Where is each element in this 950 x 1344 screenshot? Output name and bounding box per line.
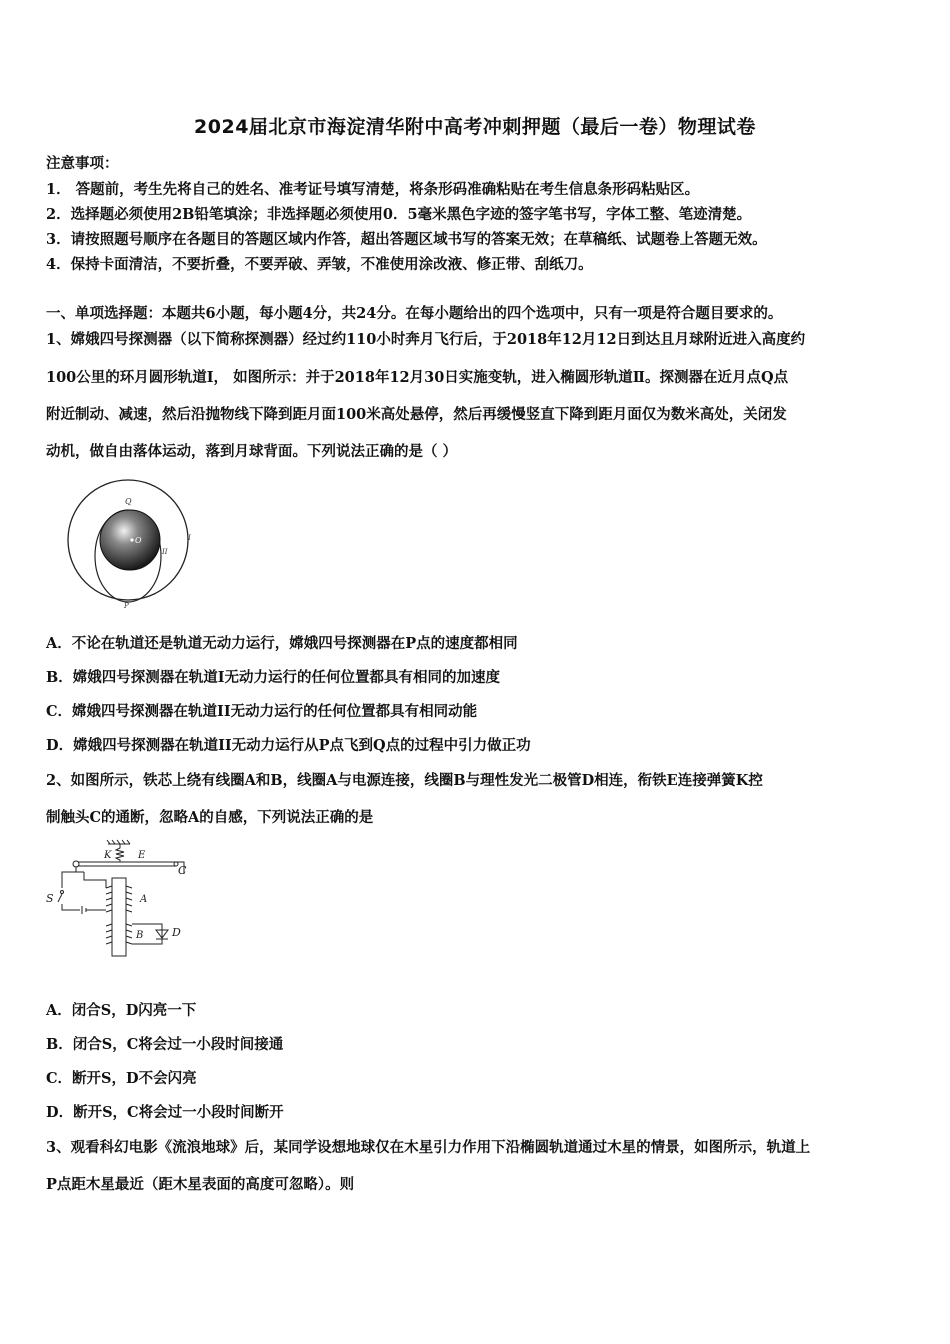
label-c: C	[178, 864, 187, 877]
q1-stem-line-4: 动机，做自由落体运动，落到月球背面。下列说法正确的是（ ）	[46, 443, 458, 460]
q3-stem-line-1: 3、观看科幻电影《流浪地球》后，某同学设想地球仅在木星引力作用下沿椭圆轨道通过木星的情景，如图所示，轨道上	[46, 1139, 811, 1156]
label-p: P	[124, 602, 129, 610]
q3-stem-line-2: P点距木星最近（距木星表面的高度可忽略）。则	[46, 1176, 355, 1193]
q1-option-d: D．嫦娥四号探测器在轨道II无动力运行从P点飞到Q点的过程中引力做正功	[46, 737, 531, 754]
center-dot	[130, 538, 133, 541]
section-heading: 一、单项选择题：本题共6小题，每小题4分，共24分。在每小题给出的四个选项中，只有一项是符合题目要求的。	[46, 305, 783, 322]
page-title: 2024届北京市海淀清华附中高考冲刺押题（最后一卷）物理试卷	[194, 116, 756, 138]
notice-item-3: 3．请按照题号顺序在各题目的答题区域内作答，超出答题区域书写的答案无效；在草稿纸、试题卷上答题无效。	[46, 231, 767, 248]
q1-stem-line-1: 1、嫦娥四号探测器（以下简称探测器）经过约110小时奔月飞行后，于2018年12月12日到达且月球附近进入高度约	[46, 331, 806, 348]
q1-stem-line-2: 100公里的环月圆形轨道Ⅰ， 如图所示：并于2018年12月30日实施变轨，进入椭圆形轨道Ⅱ。探测器在近月点Q点	[46, 369, 789, 386]
q1-option-a: A．不论在轨道还是轨道无动力运行，嫦娥四号探测器在P点的速度都相同	[46, 635, 518, 652]
label-q: Q	[125, 497, 132, 506]
label-i: I	[188, 534, 191, 542]
q2-option-b: B．闭合S，C将会过一小段时间接通	[46, 1036, 284, 1053]
label-k: K	[104, 850, 112, 861]
q1-option-c: C．嫦娥四号探测器在轨道II无动力运行的任何位置都具有相同动能	[46, 703, 478, 720]
q2-option-d: D．断开S，C将会过一小段时间断开	[46, 1104, 284, 1121]
relay-circuit-diagram	[44, 840, 194, 962]
moon	[100, 510, 160, 570]
q2-option-a: A．闭合S，D闪亮一下	[46, 1002, 197, 1019]
notice-item-1: 1． 答题前，考生先将自己的姓名、准考证号填写清楚，将条形码准确粘贴在考生信息条形码粘贴区。	[46, 181, 700, 198]
label-s: S	[46, 892, 54, 905]
q2-stem-line-1: 2、如图所示，铁芯上绕有线圈A和B，线圈A与电源连接，线圈B与理性发光二极管D相连，衔铁E连接弹簧K控	[46, 772, 763, 789]
q1-stem-line-3: 附近制动、减速，然后沿抛物线下降到距月面100米高处悬停，然后再缓慢竖直下降到距月面仅为数米高处，关闭发	[46, 406, 787, 423]
q2-option-c: C．断开S，D不会闪亮	[46, 1070, 197, 1087]
notice-item-4: 4．保持卡面清洁，不要折叠，不要弄破、弄皱，不准使用涂改液、修正带、刮纸刀。	[46, 256, 593, 273]
q2-stem-line-2: 制触头C的通断，忽略A的自感，下列说法正确的是	[46, 809, 374, 826]
label-a: A	[140, 894, 148, 905]
label-o: O	[135, 536, 142, 545]
notice-item-2: 2．选择题必须使用2B铅笔填涂；非选择题必须使用0．5毫米黑色字迹的签字笔书写，字体工整、笔迹清楚。	[46, 206, 752, 223]
q1-option-b: B．嫦娥四号探测器在轨道I无动力运行的任何位置都具有相同的加速度	[46, 669, 501, 686]
notice-heading: 注意事项：	[46, 155, 119, 172]
label-d: D	[172, 926, 181, 939]
label-ii: II	[162, 548, 168, 556]
label-b: B	[136, 930, 144, 941]
label-e: E	[138, 850, 146, 861]
orbit-diagram	[62, 478, 198, 610]
